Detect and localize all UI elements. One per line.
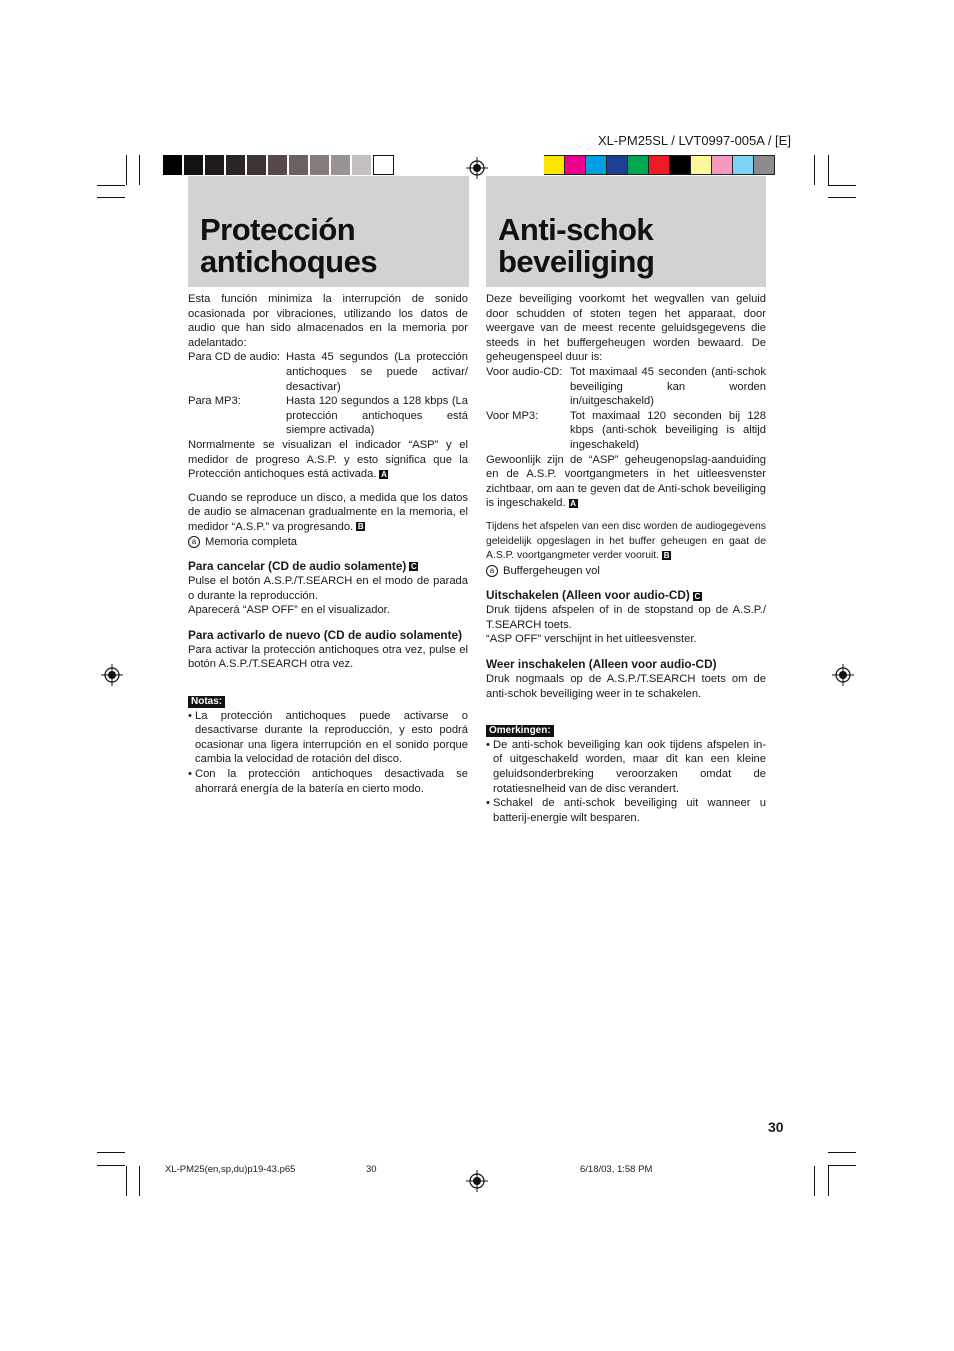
color-swatch xyxy=(163,155,184,175)
memory-full-item: a Memoria completa xyxy=(188,535,468,550)
registration-mark-icon xyxy=(466,1170,488,1192)
grayscale-color-bar xyxy=(163,155,394,175)
spec-key: Voor audio-CD: xyxy=(486,365,563,378)
page-number: 30 xyxy=(768,1119,784,1135)
footer-date: 6/18/03, 1:58 PM xyxy=(580,1164,653,1175)
reactivate-heading: Para activarlo de nuevo (CD de audio solamente) xyxy=(188,627,463,642)
color-swatch xyxy=(628,155,649,175)
cancel-heading: Uitschakelen (Alleen voor audio-CD) C xyxy=(486,588,701,603)
registration-mark-icon xyxy=(101,664,123,686)
spec-value: Hasta 120 segundos a 128 kbps (La protección antichoques está siempre activada) xyxy=(286,395,468,437)
document-id: XL-PM25SL / LVT0997-005A / [E] xyxy=(598,133,791,148)
process-color-bar xyxy=(544,155,775,175)
normal-text: Gewoonlijk zijn de “ASP” geheugenopslag-aanduiding en de A.S.P. voortgangmeters in het uitleesvenster zichtbaar, om aan te geven dat de Anti-schok beveiliging is ingeschakeld. A xyxy=(486,453,766,510)
cancel-text-2: “ASP OFF” verschijnt in het uitleesvenster. xyxy=(486,633,697,646)
color-swatch xyxy=(352,155,373,175)
color-swatch xyxy=(649,155,670,175)
color-swatch xyxy=(565,155,586,175)
color-swatch xyxy=(289,155,310,175)
color-swatch xyxy=(226,155,247,175)
color-swatch xyxy=(331,155,352,175)
cancel-heading: Para cancelar (CD de audio solamente) C xyxy=(188,559,417,574)
color-swatch xyxy=(754,155,775,175)
circle-a-icon: a xyxy=(188,536,200,548)
note-item: • Con la protección antichoques desactivada se ahorrará energía de la batería en cierto modo. xyxy=(188,768,468,795)
spec-row-mp3 xyxy=(188,394,468,438)
cancel-text: Druk tijdens afspelen of in de stopstand op de A.S.P./ T.SEARCH toets. xyxy=(486,604,766,631)
spanish-title: Protección antichoques xyxy=(200,212,378,279)
dutch-title-box xyxy=(486,176,766,287)
playing-text: Cuando se reproduce un disco, a medida que los datos de audio se almacenan gradualmente en la memoria, el medidor “A.S.P.” va progresando. B xyxy=(188,491,468,533)
circle-a-icon: a xyxy=(486,565,498,577)
spec-row-mp3 xyxy=(486,409,766,453)
dutch-column xyxy=(486,292,766,825)
cancel-text-2: Aparecerá “ASP OFF” en el visualizador. xyxy=(188,604,390,617)
notes-label: Notas: xyxy=(188,696,225,708)
color-swatch xyxy=(733,155,754,175)
color-swatch xyxy=(691,155,712,175)
spec-key: Voor MP3: xyxy=(486,409,539,422)
dutch-title: Anti-schok beveiliging xyxy=(498,212,655,279)
color-swatch xyxy=(247,155,268,175)
spec-key: Para MP3: xyxy=(188,395,241,408)
registration-mark-icon xyxy=(466,157,488,179)
color-swatch xyxy=(586,155,607,175)
figure-c-icon: C xyxy=(410,562,417,572)
spanish-column xyxy=(188,292,468,796)
reactivate-heading: Weer inschakelen (Alleen voor audio-CD) xyxy=(486,657,717,672)
note-item: • De anti-schok beveiliging kan ook tijdens afspelen in- of uitgeschakeld worden, maar dit kan een kleine geluidsonderbreking veroorzaken omdat de rotatiesnelheid van de disc verandert. xyxy=(486,738,766,795)
note-item: • La protección antichoques puede activarse o desactivarse durante la reproducción, y esto podrá ocasionar una ligera interrupción en el sonido porque cambia la velocidad de rotación del disco. xyxy=(188,709,468,766)
memory-full-item: a Buffergeheugen vol xyxy=(486,564,766,579)
notes-label: Omerkingen: xyxy=(486,725,554,737)
cancel-text: Pulse el botón A.S.P./T.SEARCH en el modo de parada o durante la reproducción. xyxy=(188,575,468,602)
registration-mark-icon xyxy=(832,664,854,686)
playing-text: Tijdens het afspelen van een disc worden de audiogegevens geleidelijk opgeslagen in het buffer geheugen en gaat de A.S.P. voortgangmeter verder vooruit. B xyxy=(486,520,766,562)
reactivate-text: Para activar la protección antichoques otra vez, pulse el botón A.S.P./T.SEARCH otra vez. xyxy=(188,643,468,671)
color-swatch xyxy=(184,155,205,175)
figure-c-icon: C xyxy=(694,591,701,601)
color-swatch xyxy=(544,155,565,175)
spec-value: Tot maximaal 45 seconden (anti-schok beveiliging kan worden in/uitgeschakeld) xyxy=(570,365,766,408)
footer-filename: XL-PM25(en,sp,du)p19-43.p65 xyxy=(165,1164,296,1175)
spanish-title-box xyxy=(188,176,469,287)
spec-value: Tot maximaal 120 seconden bij 128 kbps (anti-schok beveiliging is altijd ingeschakeld) xyxy=(570,409,766,451)
spec-value: Hasta 45 segundos (La protección antichoques se puede activar/ desactivar) xyxy=(286,351,468,393)
color-swatch xyxy=(310,155,331,175)
color-swatch xyxy=(268,155,289,175)
figure-b-icon: B xyxy=(357,522,364,532)
spec-row-cd xyxy=(486,365,766,409)
color-swatch xyxy=(607,155,628,175)
normal-text: Normalmente se visualizan el indicador “ASP” y el medidor de progreso A.S.P. y esto significa que la Protección antichoques está activada. A xyxy=(188,438,468,481)
note-item: • Schakel de anti-schok beveiliging uit wanneer u batterij-energie wilt besparen. xyxy=(486,797,766,824)
color-swatch xyxy=(373,155,394,175)
color-swatch xyxy=(670,155,691,175)
footer-page: 30 xyxy=(366,1164,377,1175)
spec-key: Para CD de audio: xyxy=(188,351,281,364)
figure-a-icon: A xyxy=(570,498,576,508)
color-swatch xyxy=(712,155,733,175)
intro-text: Deze beveiliging voorkomt het wegvallen van geluid door schudden of stoten tegen het apparaat, door weergave van de meest recente geluidsgegevens die steeds in het buffergeheugen worden bewaard. De geheugenspeel duur is: xyxy=(486,293,766,364)
reactivate-text: Druk nogmaals op de A.S.P./T.SEARCH toets om de anti-schok beveiliging weer in te schakelen. xyxy=(486,673,766,700)
figure-a-icon: A xyxy=(381,469,387,479)
intro-text: Esta función minimiza la interrupción de sonido ocasionada por vibraciones, utilizando los datos de audio que han sido almacenados en la memoria por adelantado: xyxy=(188,293,468,349)
figure-b-icon: B xyxy=(663,550,670,560)
color-swatch xyxy=(205,155,226,175)
spec-row-cd xyxy=(188,350,468,394)
